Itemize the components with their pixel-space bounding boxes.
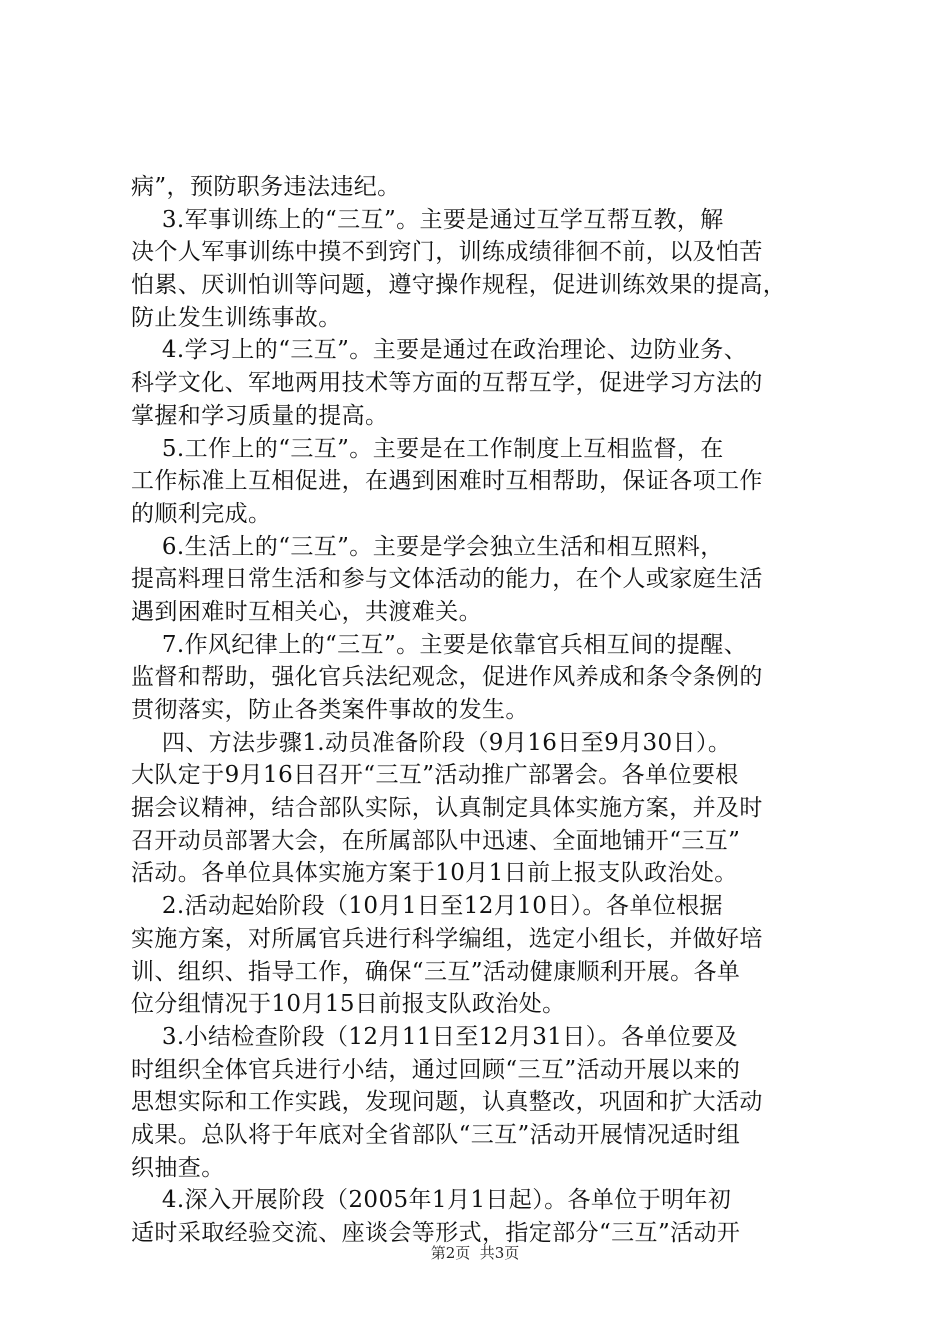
text-line: 监督和帮助，强化官兵法纪观念，促进作风养成和条令条例的 (131, 664, 763, 691)
text-line: 成果。总队将于年底对全省部队“三互”活动开展情况适时组 (131, 1121, 741, 1148)
text-line: 4.学习上的“三互”。主要是通过在政治理论、边防业务、 (131, 337, 748, 364)
text-line: 活动。各单位具体实施方案于10月1日前上报支队政治处。 (131, 860, 738, 887)
text-line: 提高料理日常生活和参与文体活动的能力，在个人或家庭生活 (131, 566, 763, 593)
text-line: 织抽查。 (131, 1154, 225, 1181)
text-line: 5.工作上的“三互”。主要是在工作制度上互相监督，在 (131, 435, 724, 462)
page-number-footer: 第2页 共3页 (430, 1244, 520, 1262)
text-line: 科学文化、军地两用技术等方面的互帮互学，促进学习方法的 (131, 370, 763, 397)
text-line: 3.小结检查阶段（12月11日至12月31日）。各单位要及 (131, 1023, 738, 1050)
text-line: 位分组情况于10月15日前报支队政治处。 (131, 991, 566, 1018)
text-line: 据会议精神，结合部队实际，认真制定具体实施方案，并及时 (131, 795, 763, 822)
text-line: 4.深入开展阶段（2005年1月1日起）。各单位于明年初 (131, 1187, 732, 1214)
text-line: 掌握和学习质量的提高。 (131, 402, 389, 429)
text-line: 贯彻落实，防止各类案件事故的发生。 (131, 697, 529, 723)
text-line: 适时采取经验交流、座谈会等形式，指定部分“三互”活动开 (131, 1220, 741, 1246)
text-line: 2.活动起始阶段（10月1日至12月10日）。各单位根据 (131, 893, 723, 920)
document-body (131, 171, 841, 1250)
text-line: 时组织全体官兵进行小结，通过回顾“三互”活动开展以来的 (131, 1056, 741, 1083)
text-line: 实施方案，对所属官兵进行科学编组，选定小组长，并做好培 (131, 925, 763, 952)
text-line: 决个人军事训练中摸不到窍门，训练成绩徘徊不前，以及怕苦 (131, 239, 763, 266)
text-line: 召开动员部署大会，在所属部队中迅速、全面地铺开“三互” (131, 827, 741, 854)
text-line: 的顺利完成。 (131, 500, 272, 527)
text-line: 思想实际和工作实践，发现问题，认真整改，巩固和扩大活动 (131, 1089, 763, 1116)
text-line: 四、方法步骤1.动员准备阶段（9月16日至9月30日）。 (131, 729, 732, 756)
text-line: 大队定于9月16日召开“三互”活动推广部署会。各单位要根 (131, 762, 739, 789)
text-line: 遇到困难时互相关心，共渡难关。 (131, 598, 482, 625)
text-line: 病”，预防职务违法违纪。 (131, 174, 401, 200)
text-line: 训、组织、指导工作，确保“三互”活动健康顺利开展。各单 (131, 958, 741, 985)
text-line: 3.军事训练上的“三互”。主要是通过互学互帮互教，解 (131, 206, 724, 233)
text-line: 6.生活上的“三互”。主要是学会独立生活和相互照料， (131, 533, 724, 560)
text-line: 怕累、厌训怕训等问题，遵守操作规程，促进训练效果的提高， (131, 272, 787, 299)
text-line: 防止发生训练事故。 (131, 304, 342, 331)
text-line: 工作标准上互相促进，在遇到困难时互相帮助，保证各项工作 (131, 468, 763, 495)
text-line: 7.作风纪律上的“三互”。主要是依靠官兵相互间的提醒、 (131, 631, 748, 658)
